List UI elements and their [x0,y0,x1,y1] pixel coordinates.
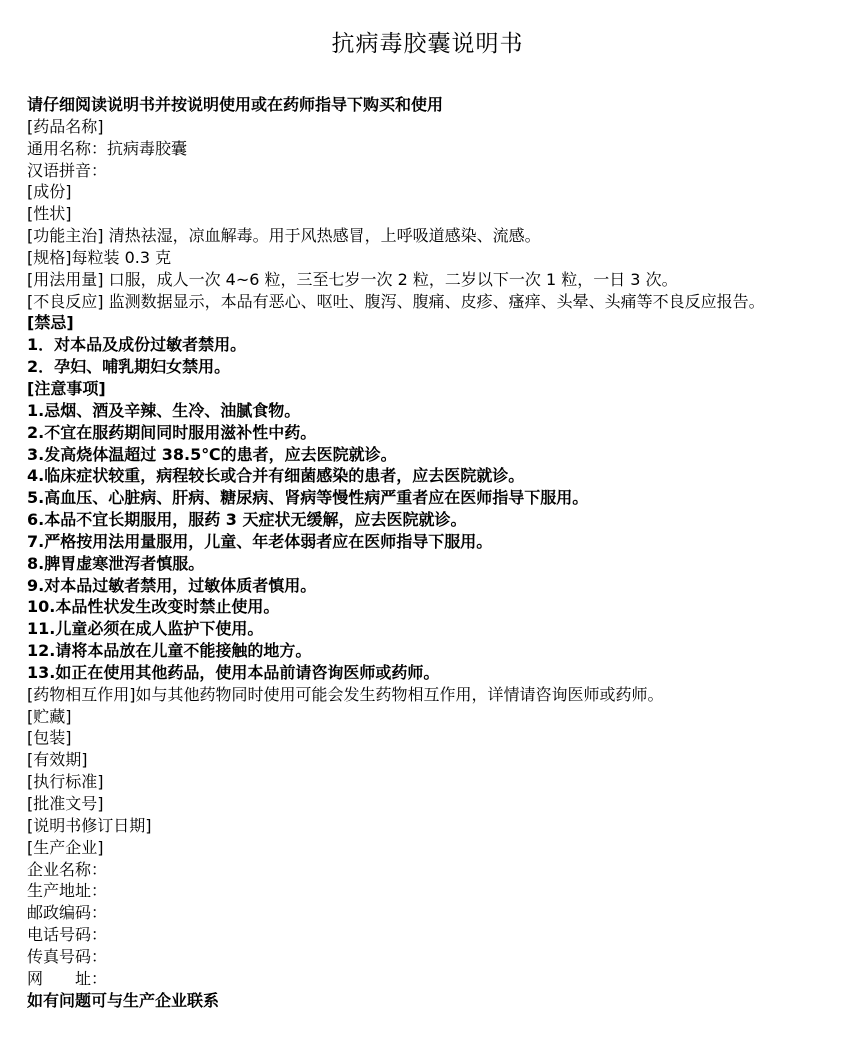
precaution-item: 2.不宜在服药期间同时服用滋补性中药。 [27,422,317,442]
document-title: 抗病毒胶囊说明书 [331,31,524,57]
section-manufacturer: [生产企业] [27,837,104,857]
precaution-item: 4.临床症状较重，病程较长或合并有细菌感染的患者，应去医院就诊。 [27,466,525,486]
section-revision-date: [说明书修订日期] [27,815,152,835]
precaution-item: 11.儿童必须在成人监护下使用。 [27,619,264,639]
contraindication-item: 2．孕妇、哺乳期妇女禁用。 [27,357,231,377]
company-name: 企业名称： [27,859,108,879]
section-description: [性状] [27,204,72,224]
phone-number: 电话号码： [27,925,108,945]
section-drug-interactions: [药物相互作用]如与其他药物同时使用可能会发生药物相互作用，详情请咨询医师或药师。 [27,684,664,704]
precaution-item: 6.本品不宜长期服用，服药 3 天症状无缓解，应去医院就诊。 [27,510,467,530]
section-ingredients: [成份] [27,182,72,202]
section-packaging: [包装] [27,728,72,748]
fax-number: 传真号码： [27,946,108,966]
section-contraindications: [禁忌] [27,313,74,333]
company-address: 生产地址： [27,881,108,901]
reading-notice: 请仔细阅读说明书并按说明使用或在药师指导下购买和使用 [27,95,444,114]
contraindication-item: 1．对本品及成份过敏者禁用。 [27,335,247,355]
section-drug-name: [药品名称] [27,116,104,136]
section-specification: [规格]每粒装 0.3 克 [27,247,172,267]
section-standard: [执行标准] [27,772,104,792]
precaution-item: 12.请将本品放在儿童不能接触的地方。 [27,641,312,661]
section-dosage: [用法用量] 口服，成人一次 4~6 粒，三至七岁一次 2 粒，二岁以下一次 1 粒，一日 3 次。 [27,269,678,289]
contact-notice: 如有问题可与生产企业联系 [27,990,220,1010]
section-approval-number: [批准文号] [27,794,104,813]
precaution-item: 9.对本品过敏者禁用，过敏体质者慎用。 [27,575,317,595]
precaution-item: 1.忌烟、酒及辛辣、生冷、油腻食物。 [27,400,301,420]
section-indications: [功能主治] 清热祛湿，凉血解毒。用于风热感冒，上呼吸道感染、流感。 [27,226,541,246]
precaution-item: 13.如正在使用其他药品，使用本品前请咨询医师或药师。 [27,662,440,682]
section-storage: [贮藏] [27,706,72,726]
pinyin-name: 汉语拼音： [27,160,108,180]
website: 网 址： [27,968,108,988]
precaution-item: 7.严格按用法用量服用，儿童、年老体弱者应在医师指导下服用。 [27,531,493,551]
postal-code: 邮政编码： [27,903,108,923]
precaution-item: 10.本品性状发生改变时禁止使用。 [27,597,280,617]
section-adverse-reactions: [不良反应] 监测数据显示，本品有恶心、呕吐、腹泻、腹痛、皮疹、瘙痒、头晕、头痛等不良反应报告。 [27,291,765,311]
section-shelf-life: [有效期] [27,750,88,770]
generic-name: 通用名称：抗病毒胶囊 [27,138,188,158]
precaution-item: 5.高血压、心脏病、肝病、糖尿病、肾病等慢性病严重者应在医师指导下服用。 [27,488,589,508]
precaution-item: 8.脾胃虚寒泄泻者慎服。 [27,553,205,573]
section-precautions: [注意事项] [27,378,106,398]
precaution-item: 3.发高烧体温超过 38.5℃的患者，应去医院就诊。 [27,444,397,464]
document-body [27,94,835,1011]
